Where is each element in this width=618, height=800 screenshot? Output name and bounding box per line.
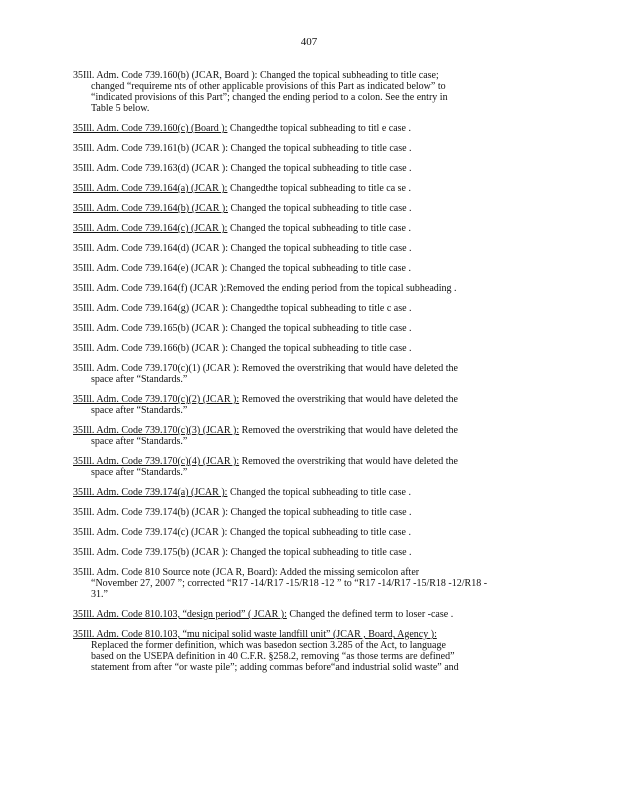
entry-citation: 35Ill. Adm. Code 810 Source note (JCA R, Board): xyxy=(73,567,278,578)
entry-continuation-line: space after “Standards.” xyxy=(91,467,188,478)
errata-entry xyxy=(73,629,535,673)
entry-first-line xyxy=(73,323,535,334)
entry-citation: 35Ill. Adm. Code 739.174(b) (JCAR ): xyxy=(73,507,228,518)
entry-first-line xyxy=(73,123,535,134)
entry-first-line xyxy=(73,203,535,214)
entry-description: Changedthe topical subheading to title ca se . xyxy=(227,183,411,194)
entry-description: Changed the topical subheading to title case . xyxy=(228,243,412,254)
errata-entry xyxy=(73,243,535,254)
entry-description: Changedthe topical subheading to titl e case . xyxy=(227,123,411,134)
errata-entry xyxy=(73,263,535,274)
page-number: 407 xyxy=(300,36,318,48)
entry-first-line xyxy=(73,363,535,374)
entry-first-line xyxy=(73,163,535,174)
entry-first-line xyxy=(73,609,535,620)
entry-first-line xyxy=(73,487,535,498)
entry-citation: 35Ill. Adm. Code 739.160(b) (JCAR, Board ): xyxy=(73,70,258,81)
entry-citation: 35Ill. Adm. Code 739.174(c) (JCAR ): xyxy=(73,527,228,538)
errata-entry xyxy=(73,527,535,538)
entry-citation: 35Ill. Adm. Code 739.166(b) (JCAR ): xyxy=(73,343,228,354)
entry-continuation-line: 31.” xyxy=(91,589,108,600)
entry-description: Changed the topical subheading to title case . xyxy=(228,143,412,154)
entry-first-line xyxy=(73,456,535,467)
errata-entry xyxy=(73,425,535,447)
entry-first-line xyxy=(73,629,535,640)
entry-continuation-line: “November 27, 2007 ”; corrected “R17 -14/R17 -15/R18 -12 ” to “R17 -14/R17 -15/R18 -12/R18 - xyxy=(91,578,488,589)
errata-entry xyxy=(73,609,535,620)
errata-entry xyxy=(73,303,535,314)
entry-citation: 35Ill. Adm. Code 739.160(c) (Board ): xyxy=(73,123,228,134)
errata-entry xyxy=(73,143,535,154)
entry-continuation-line: changed “requireme nts of other applicable provisions of this Part as indicated below” to xyxy=(91,81,446,92)
errata-entry xyxy=(73,223,535,234)
entry-first-line xyxy=(73,283,535,294)
errata-entry xyxy=(73,343,535,354)
entry-continuation-line: Replaced the former definition, which was basedon section 3.285 of the Act, to language xyxy=(91,640,446,651)
entry-citation: 35Ill. Adm. Code 739.164(f) (JCAR ): xyxy=(73,283,227,294)
entry-citation: 35Ill. Adm. Code 739.161(b) (JCAR ): xyxy=(73,143,228,154)
entry-continuation-line: Table 5 below. xyxy=(91,103,150,114)
entry-citation: 35Ill. Adm. Code 739.164(d) (JCAR ): xyxy=(73,243,228,254)
entry-description: Changed the topical subheading to title case . xyxy=(228,203,412,214)
errata-entry xyxy=(73,456,535,478)
entry-description: Removed the overstriking that would have deleted the xyxy=(239,425,458,436)
entry-citation: 35Ill. Adm. Code 810.103, “mu nicipal solid waste landfill unit” (JCAR , Board, Agency ): xyxy=(73,629,437,640)
entry-first-line xyxy=(73,263,535,274)
errata-entry xyxy=(73,487,535,498)
entry-citation: 35Ill. Adm. Code 739.164(b) (JCAR ): xyxy=(73,203,228,214)
entry-description: Removed the overstriking that would have deleted the xyxy=(239,394,458,405)
entry-citation: 35Ill. Adm. Code 739.164(a) (JCAR ): xyxy=(73,183,228,194)
entry-description: Changedthe topical subheading to title c ase . xyxy=(228,303,412,314)
entry-citation: 35Ill. Adm. Code 739.170(c)(2) (JCAR ): xyxy=(73,394,240,405)
entry-description: Removed the overstriking that would have deleted the xyxy=(239,456,458,467)
entry-continuation-line: “indicated provisions of this Part”; changed the ending period to a colon. See the entry in xyxy=(91,92,448,103)
entry-citation: 35Ill. Adm. Code 739.164(g) (JCAR ): xyxy=(73,303,228,314)
entry-citation: 35Ill. Adm. Code 739.174(a) (JCAR ): xyxy=(73,487,228,498)
entry-continuation-line: statement from after “or waste pile”; adding commas before“and industrial solid waste” and xyxy=(91,662,459,673)
entry-description: Removed the ending period from the topical subheading . xyxy=(226,283,457,294)
entry-first-line xyxy=(73,303,535,314)
errata-entry xyxy=(73,507,535,518)
entry-citation: 35Ill. Adm. Code 739.170(c)(4) (JCAR ): xyxy=(73,456,240,467)
entry-continuation-line: space after “Standards.” xyxy=(91,374,188,385)
entry-citation: 35Ill. Adm. Code 810.103, “design period” ( JCAR ): xyxy=(73,609,287,620)
errata-entry xyxy=(73,183,535,194)
entry-description: Changed the topical subheading to title case . xyxy=(227,487,411,498)
entry-description: Changed the topical subheading to title case . xyxy=(228,547,412,558)
entry-citation: 35Ill. Adm. Code 739.163(d) (JCAR ): xyxy=(73,163,228,174)
entry-first-line xyxy=(73,243,535,254)
entry-description: Added the missing semicolon after xyxy=(277,567,420,578)
errata-entry xyxy=(73,567,535,600)
errata-entry xyxy=(73,363,535,385)
entry-citation: 35Ill. Adm. Code 739.165(b) (JCAR ): xyxy=(73,323,228,334)
entry-citation: 35Ill. Adm. Code 739.175(b) (JCAR ): xyxy=(73,547,228,558)
entry-citation: 35Ill. Adm. Code 739.170(c)(3) (JCAR ): xyxy=(73,425,240,436)
entry-first-line xyxy=(73,567,535,578)
entry-description: Changed the topical subheading to title case . xyxy=(227,527,411,538)
entry-first-line xyxy=(73,425,535,436)
entry-first-line xyxy=(73,507,535,518)
entries-list xyxy=(73,70,535,673)
entry-first-line xyxy=(73,343,535,354)
errata-entry xyxy=(73,70,535,114)
entry-description: Changed the topical subheading to title case . xyxy=(228,343,412,354)
entry-citation: 35Ill. Adm. Code 739.164(c) (JCAR ): xyxy=(73,223,228,234)
entry-first-line xyxy=(73,394,535,405)
errata-entry xyxy=(73,163,535,174)
errata-entry xyxy=(73,203,535,214)
entry-description: Changed the topical subheading to title case . xyxy=(228,507,412,518)
entry-first-line xyxy=(73,183,535,194)
entry-first-line xyxy=(73,547,535,558)
errata-entry xyxy=(73,283,535,294)
entry-citation: 35Ill. Adm. Code 739.170(c)(1) (JCAR ): xyxy=(73,363,240,374)
entry-description: Removed the overstriking that would have deleted the xyxy=(239,363,458,374)
entry-description: Changed the topical subheading to title case . xyxy=(228,323,412,334)
entry-citation: 35Ill. Adm. Code 739.164(e) (JCAR ): xyxy=(73,263,228,274)
entry-first-line xyxy=(73,527,535,538)
entry-first-line xyxy=(73,143,535,154)
entry-description: Changed the defined term to loser -case . xyxy=(286,609,454,620)
entry-description: Changed the topical subheading to title case . xyxy=(227,223,411,234)
entry-first-line xyxy=(73,223,535,234)
entry-description: Changed the topical subheading to title case . xyxy=(228,163,412,174)
entry-description: Changed the topical subheading to title case . xyxy=(227,263,411,274)
errata-entry xyxy=(73,394,535,416)
entry-description: Changed the topical subheading to title case; xyxy=(257,70,439,81)
errata-entry xyxy=(73,547,535,558)
entry-continuation-line: space after “Standards.” xyxy=(91,436,188,447)
entry-continuation-line: space after “Standards.” xyxy=(91,405,188,416)
entry-continuation-line: based on the USEPA definition in 40 C.F.R. §258.2, removing “as those terms are defined” xyxy=(91,651,455,662)
errata-entry xyxy=(73,123,535,134)
entry-first-line xyxy=(73,70,535,81)
errata-entry xyxy=(73,323,535,334)
